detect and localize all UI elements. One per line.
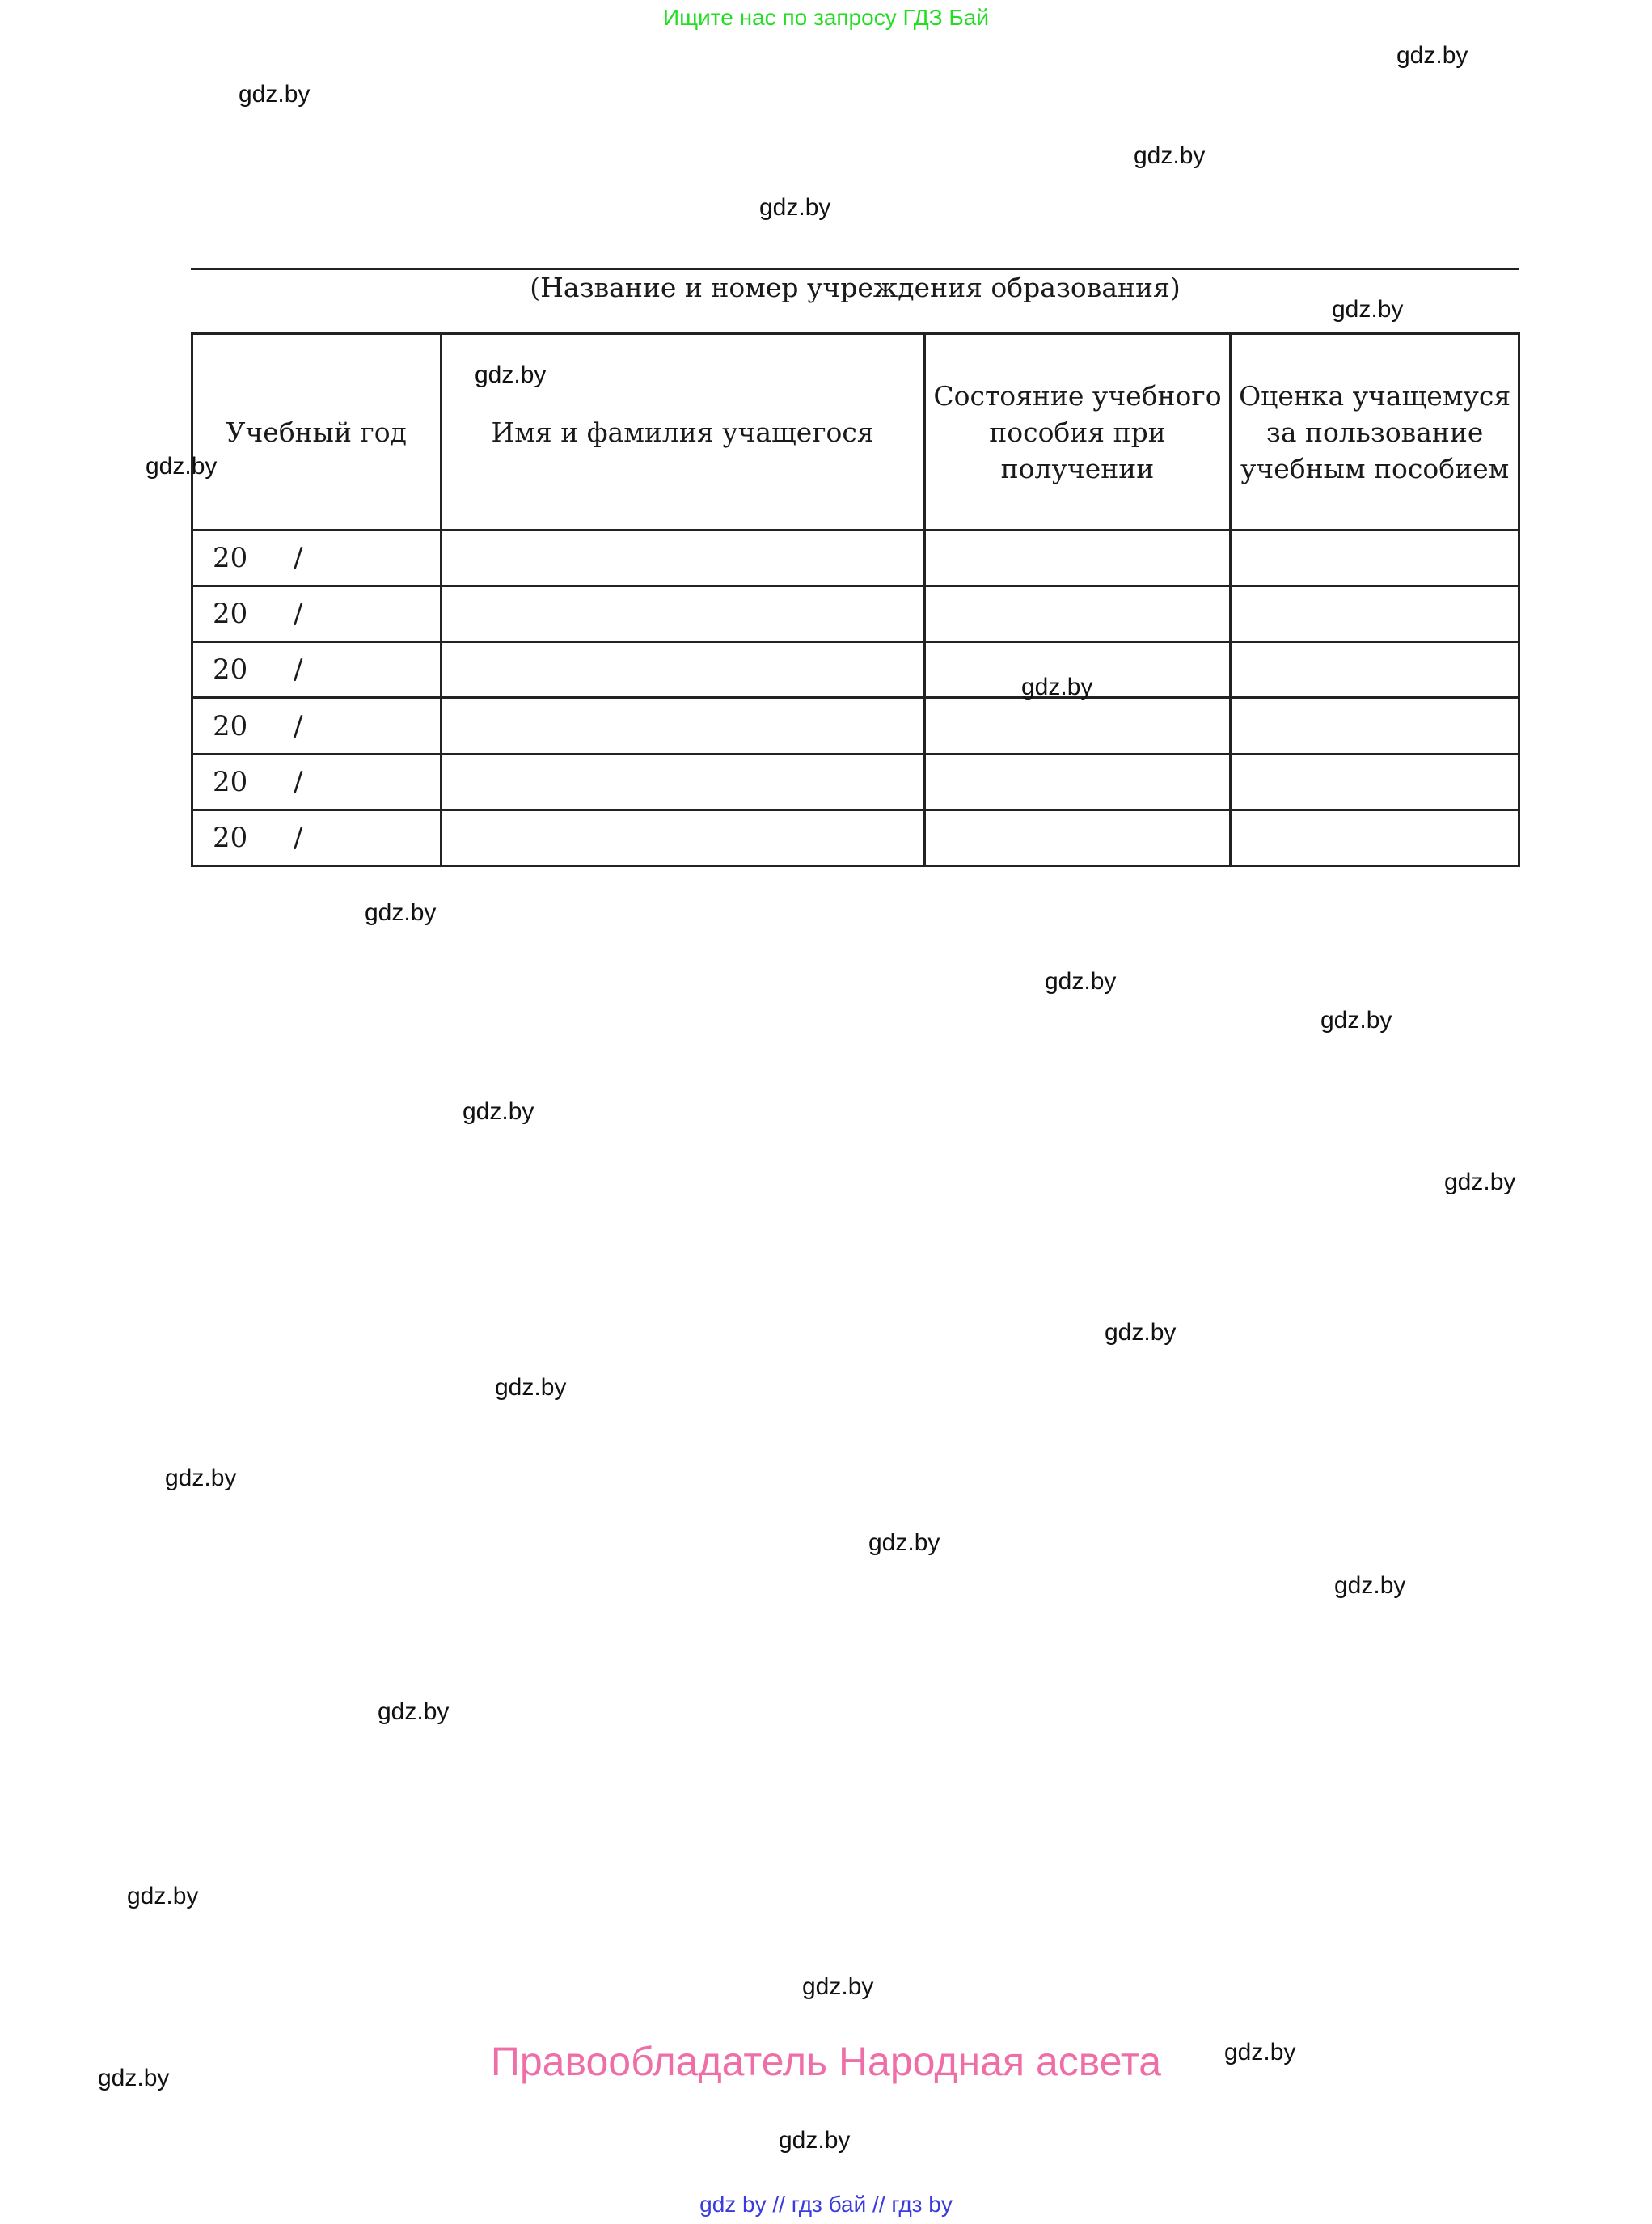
top-banner: Ищите нас по запросу ГДЗ Бай <box>662 5 990 30</box>
year-prefix: 20 <box>213 821 248 854</box>
grade-cell <box>1231 642 1519 698</box>
year-separator: / <box>294 542 303 575</box>
institution-name-line <box>191 268 1519 270</box>
table-row <box>192 754 1519 810</box>
year-prefix: 20 <box>213 542 248 575</box>
year-prefix: 20 <box>213 598 248 631</box>
year-separator: / <box>294 765 303 798</box>
year-cell <box>192 586 442 642</box>
name-cell <box>441 754 924 810</box>
condition-cell <box>924 586 1231 642</box>
year-separator: / <box>294 653 303 687</box>
watermark: gdz.by <box>1396 42 1468 69</box>
table-row <box>192 810 1519 865</box>
year-prefix: 20 <box>213 765 248 798</box>
grade-cell <box>1231 754 1519 810</box>
watermark: gdz.by <box>365 899 437 926</box>
year-separator: / <box>294 598 303 631</box>
table-row <box>192 698 1519 754</box>
watermark: gdz.by <box>1021 674 1093 700</box>
table-row <box>192 642 1519 698</box>
watermark: gdz.by <box>463 1098 534 1125</box>
institution-caption: (Название и номер учреждения образования) <box>530 272 1181 303</box>
watermark: gdz.by <box>146 453 218 480</box>
watermark: gdz.by <box>1332 296 1404 323</box>
watermark: gdz.by <box>1444 1169 1516 1195</box>
watermark: gdz.by <box>1134 142 1206 169</box>
year-cell <box>192 698 442 754</box>
watermark: gdz.by <box>802 1973 874 2000</box>
watermark: gdz.by <box>495 1374 567 1401</box>
watermark: gdz.by <box>165 1465 237 1491</box>
footer-links: gdz by // гдз бай // гдз by <box>699 2192 953 2217</box>
header-condition-on-receipt: Состояние учебного пособия при получении <box>924 334 1231 531</box>
textbook-usage-table <box>191 332 1520 867</box>
name-cell <box>441 810 924 865</box>
watermark: gdz.by <box>1105 1319 1177 1346</box>
watermark: gdz.by <box>475 362 547 388</box>
name-cell <box>441 531 924 586</box>
watermark: gdz.by <box>1320 1007 1392 1034</box>
copyright-holder: Правообладатель Народная асвета <box>490 2039 1162 2084</box>
watermark: gdz.by <box>239 81 311 108</box>
condition-cell <box>924 810 1231 865</box>
condition-cell <box>924 754 1231 810</box>
header-student-grade: Оценка учащемуся за пользование учебным пособием <box>1231 334 1519 531</box>
year-cell <box>192 754 442 810</box>
year-prefix: 20 <box>213 709 248 742</box>
condition-cell <box>924 698 1231 754</box>
year-separator: / <box>294 709 303 742</box>
watermark: gdz.by <box>759 194 831 221</box>
table-row <box>192 586 1519 642</box>
table-header-row <box>192 334 1519 531</box>
watermark: gdz.by <box>1224 2039 1296 2065</box>
watermark: gdz.by <box>1334 1572 1406 1599</box>
table-row <box>192 531 1519 586</box>
name-cell <box>441 698 924 754</box>
header-school-year: Учебный год <box>192 334 442 531</box>
header-student-name: Имя и фамилия учащегося <box>441 334 924 531</box>
grade-cell <box>1231 810 1519 865</box>
watermark: gdz.by <box>1045 968 1117 995</box>
watermark: gdz.by <box>98 2065 170 2091</box>
grade-cell <box>1231 586 1519 642</box>
watermark: gdz.by <box>779 2127 851 2154</box>
name-cell <box>441 642 924 698</box>
watermark: gdz.by <box>868 1529 940 1556</box>
year-cell <box>192 810 442 865</box>
grade-cell <box>1231 698 1519 754</box>
year-prefix: 20 <box>213 653 248 687</box>
year-cell <box>192 531 442 586</box>
grade-cell <box>1231 531 1519 586</box>
condition-cell <box>924 531 1231 586</box>
name-cell <box>441 586 924 642</box>
year-cell <box>192 642 442 698</box>
watermark: gdz.by <box>127 1883 199 1909</box>
year-separator: / <box>294 821 303 854</box>
watermark: gdz.by <box>378 1698 450 1725</box>
